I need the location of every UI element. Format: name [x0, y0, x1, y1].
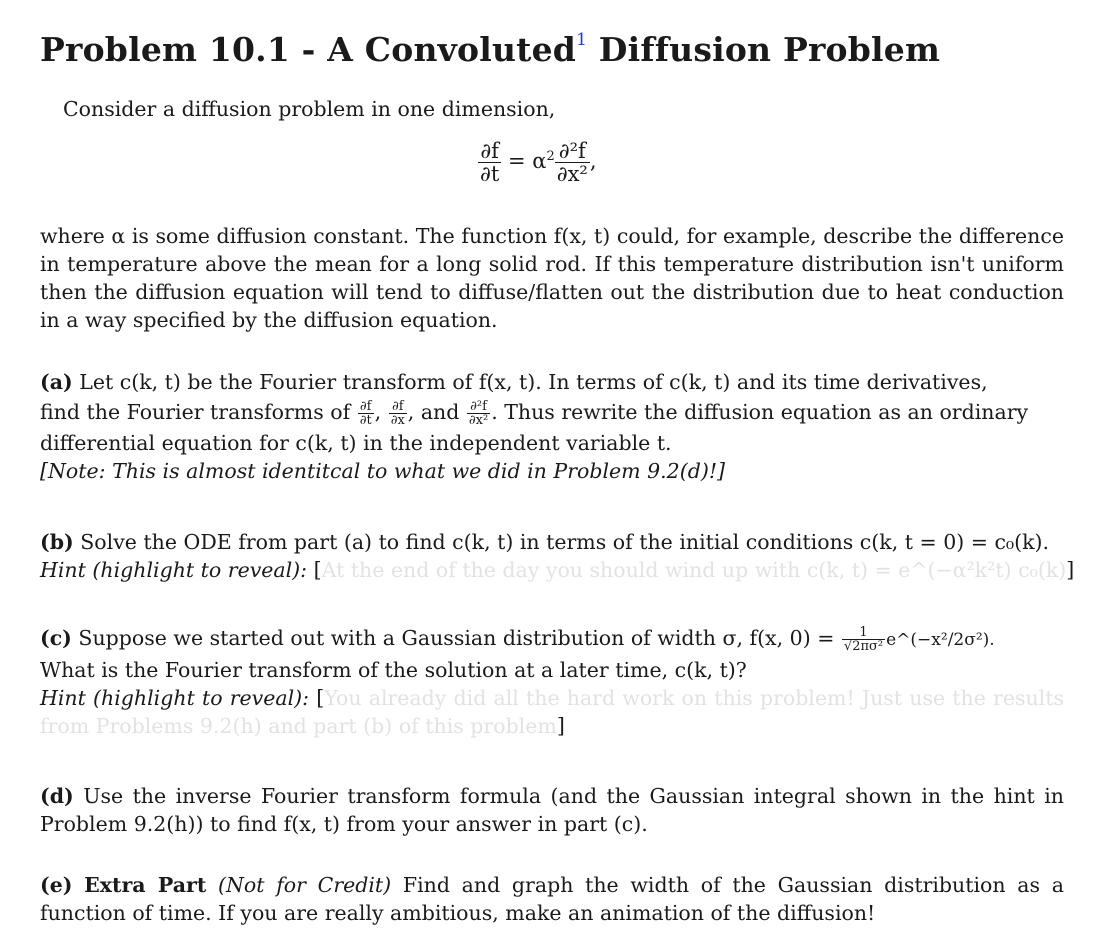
part-c-label: (c) [40, 626, 72, 650]
gaussian-prefactor: $\frac{1}{\text{√2πσ²}}$ [843, 625, 884, 654]
part-d-label: (d) [40, 784, 74, 808]
d2fdx2-fraction: $\frac{\text{∂²f}}{\text{∂x²}}$ [468, 399, 489, 428]
footnote-marker[interactable]: 1 [576, 30, 588, 50]
dfdx-fraction: $\frac{\partial f}{\partial x}$ [390, 399, 405, 428]
part-a-label: (a) [40, 370, 73, 394]
part-a-note: [Note: This is almost identitcal to what we did in Problem 9.2(d)!] [40, 459, 726, 483]
part-c: (c) Suppose we started out with a Gaussian distribution of width σ, f(x, 0) = $\frac{1}{\text{√2πσ²}}$ e^(−x²/2σ²). What is the Fourier transform of the solution at a later time, c(k, t)? Hint (highlight to reveal): [You already did all the hard work on this problem! Just use the results from Problems 9.2(h) and part (b) of this problem] [40, 625, 1064, 738]
part-b-label: (b) [40, 530, 74, 554]
page-title [40, 30, 940, 69]
dfdt-fraction: $\frac{\partial f}{\partial t}$ [359, 399, 372, 428]
diffusion-equation: $\frac{\partial f}{\partial t}$ = $\alpha^2$ $\frac{\text{∂²f}}{\text{∂x²}}$ , [480, 139, 597, 186]
part-b: (b) Solve the ODE from part (a) to find c(k, t) in terms of the initial conditions c(k, t = 0) = c₀(k). Hint (highlight to reveal): [At the end of the day you should wind up with c(k, t) = e^(−α²k²t) c₀(k)] [40, 530, 1075, 582]
rhs-fraction: $\frac{\text{∂²f}}{\text{∂x²}}$ [556, 139, 588, 186]
part-d: (d) Use the inverse Fourier transform formula (and the Gaussian integral shown in the hint in Problem 9.2(h)) to find f(x, t) from your answer in part (c). [40, 784, 1064, 836]
part-e: (e) Extra Part (Not for Credit) Find and graph the width of the Gaussian distribution as a function of time. If you are really ambitious, make an animation of the diffusion! [40, 873, 1064, 925]
title-main: Problem 10.1 - A Convoluted [40, 30, 577, 69]
part-e-label: (e) [40, 873, 73, 897]
lhs-fraction: $\frac{\partial f}{\partial t}$ [480, 139, 500, 186]
title-rest: Diffusion Problem [598, 30, 941, 69]
part-c-hidden-hint[interactable]: You already did all the hard work on this problem! Just use the results from Problems 9.2(h) and part (b) of this problem [40, 686, 1064, 738]
part-b-hidden-hint[interactable]: At the end of the day you should wind up with c(k, t) = e^(−α²k²t) c₀(k) [321, 558, 1067, 582]
part-a: (a) Let c(k, t) be the Fourier transform of f(x, t). In terms of c(k, t) and its time derivatives, find the Fourier transforms of $\frac{\partial f}{\partial t}$ , $\frac{\partial f}{\partial x}$ , and $\frac{\text{∂²f}}{\text{∂x²}}$ . Thus rewrite the diffusion equation as an ordinary differential equation for c(k, t) in the independent variable t. [Note: This is almost identitcal to what we did in Problem 9.2(d)!] [40, 368, 1064, 485]
intro-text: Consider a diffusion problem in one dimension, [63, 97, 556, 121]
context-paragraph: where α is some diffusion constant. The function f(x, t) could, for example, describe the difference in temperature above the mean for a long solid rod. If this temperature distribution isn't uniform then the diffusion equation will tend to diffuse/flatten out the distribution due to heat conduction in a way specified by the diffusion equation. [40, 224, 1064, 332]
